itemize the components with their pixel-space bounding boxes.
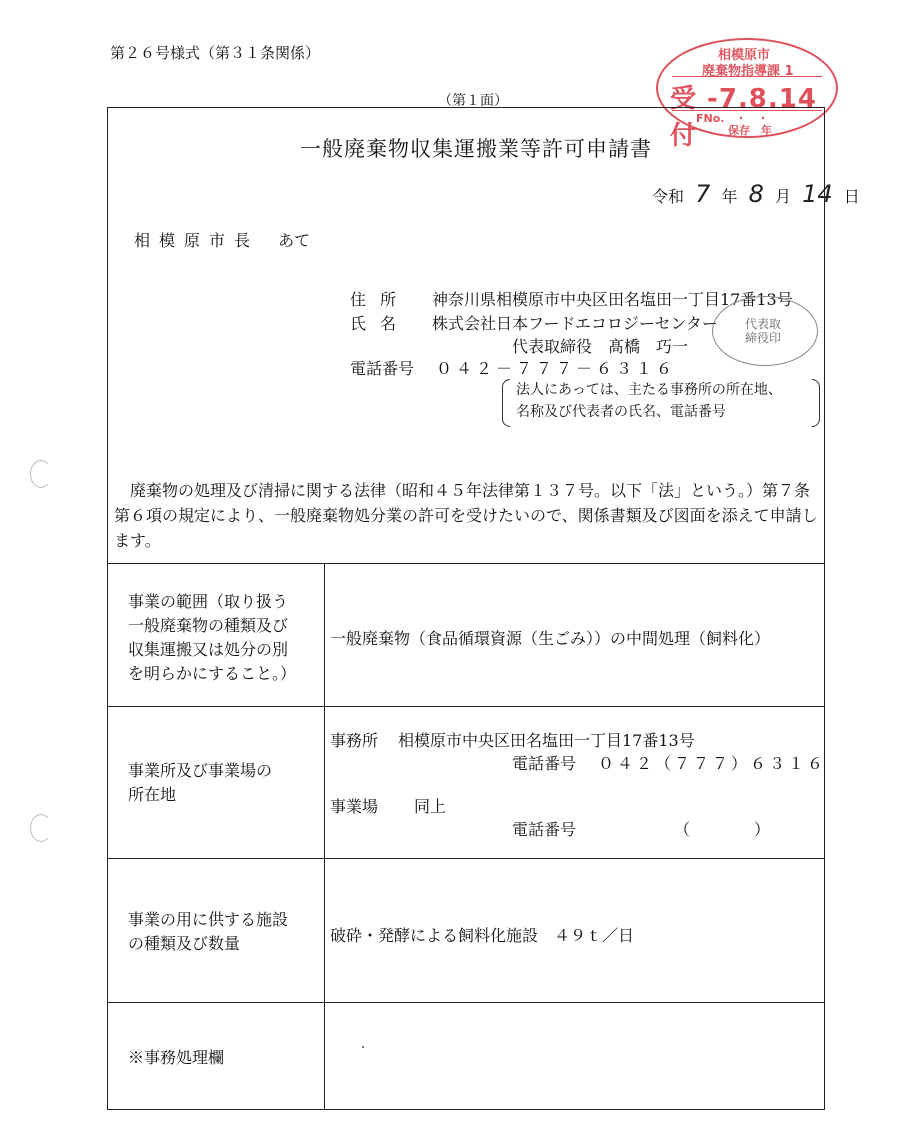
site-value: 同上 xyxy=(414,797,447,816)
scope-value: 一般廃棄物（食品循環資源（生ごみ））の中間処理（飼料化） xyxy=(330,629,771,648)
date-day-unit: 日 xyxy=(843,187,860,206)
corporate-note xyxy=(508,379,816,427)
site-phone-label: 電話番号 xyxy=(512,820,577,839)
table-row-divider xyxy=(107,1002,825,1003)
site-phone: （ ） xyxy=(674,820,771,839)
date-month-unit: 月 xyxy=(774,187,791,206)
application-date xyxy=(652,180,860,208)
stamp-department: 廃棄物指導課 1 xyxy=(702,64,794,79)
office-address: 相模原市中央区田名塩田一丁目17番13号 xyxy=(398,731,695,750)
facility-label-line: 事業の用に供する施設 xyxy=(128,910,289,929)
form-title: 一般廃棄物収集運搬業等許可申請書 xyxy=(300,137,652,161)
date-month: 8 xyxy=(748,180,764,208)
date-era: 令和 xyxy=(652,187,685,206)
addressee-name: 相模原市長 xyxy=(134,231,260,250)
scope-label-line: 収集運搬又は処分の別 xyxy=(128,640,289,659)
applicant-representative: 代表取締役 髙橋 巧一 xyxy=(512,337,689,356)
stamp-city: 相模原市 xyxy=(718,48,771,63)
office-phone-label: 電話番号 xyxy=(512,754,577,773)
office-label: 事務所 xyxy=(330,731,379,750)
stamp-retention: 保存 年 xyxy=(728,124,772,137)
binder-hole xyxy=(30,814,52,842)
binder-hole xyxy=(30,460,52,488)
date-year-unit: 年 xyxy=(721,187,738,206)
addressee xyxy=(134,228,310,251)
scope-label-line: を明らかにすること。） xyxy=(128,664,297,683)
facility-label-line: の種類及び数量 xyxy=(128,934,241,953)
facility-value: 破砕・発酵による飼料化施設 ４９ｔ／日 xyxy=(330,926,635,945)
phone-label: 電話番号 xyxy=(350,359,415,378)
date-day: 14 xyxy=(802,180,833,208)
scope-label xyxy=(128,590,313,686)
name-label: 氏名 xyxy=(350,314,411,333)
table-top-border xyxy=(107,563,825,564)
stamp-divider xyxy=(672,76,822,77)
address-label: 住所 xyxy=(350,290,411,309)
facility-label xyxy=(128,908,313,956)
stamp-received-date: 受 -7.8.14 付 xyxy=(670,84,817,151)
seal-text: 代表取締役印 xyxy=(745,317,782,345)
location-label xyxy=(128,759,313,807)
scope-label-line: 一般廃棄物の種類及び xyxy=(128,616,289,635)
applicant-company: 株式会社日本フードエコロジーセンター xyxy=(432,314,718,333)
scope-label-line: 事業の範囲（取り扱う xyxy=(128,592,289,611)
table-row-divider xyxy=(107,858,825,859)
stamp-file-no: FNo. ・ ・ xyxy=(696,112,769,125)
applicant-phone: ０４２－７７７－６３１６ xyxy=(436,359,677,378)
stray-mark xyxy=(362,1046,364,1048)
location-label-line: 事業所及び事業場の xyxy=(128,761,273,780)
office-phone: ０４２（７７７）６３１６ xyxy=(598,754,827,773)
office-use-label: ※事務処理欄 xyxy=(128,1048,225,1067)
date-year: 7 xyxy=(695,180,711,208)
addressee-suffix: あて xyxy=(278,231,311,250)
location-label-line: 所在地 xyxy=(128,785,177,804)
page-label: （第１面） xyxy=(438,93,508,109)
note-line: 法人にあっては、主たる事務所の所在地、 xyxy=(516,382,782,398)
company-seal xyxy=(712,296,818,366)
form-number: 第２６号様式（第３１条関係） xyxy=(110,44,321,62)
applicant-address: 神奈川県相模原市中央区田名塩田一丁目17番13号 xyxy=(432,290,793,309)
table-column-divider xyxy=(324,563,325,1109)
table-row-divider xyxy=(107,706,825,707)
site-label: 事業場 xyxy=(330,797,379,816)
note-line: 名称及び代表者の氏名、電話番号 xyxy=(516,404,726,420)
application-statement: 廃棄物の処理及び清掃に関する法律（昭和４５年法律第１３７号。以下「法」という。）第７条第６項の規定により、一般廃棄物処分業の許可を受けたいので、関係書類及び図面を添えて申請します。 xyxy=(114,481,818,550)
